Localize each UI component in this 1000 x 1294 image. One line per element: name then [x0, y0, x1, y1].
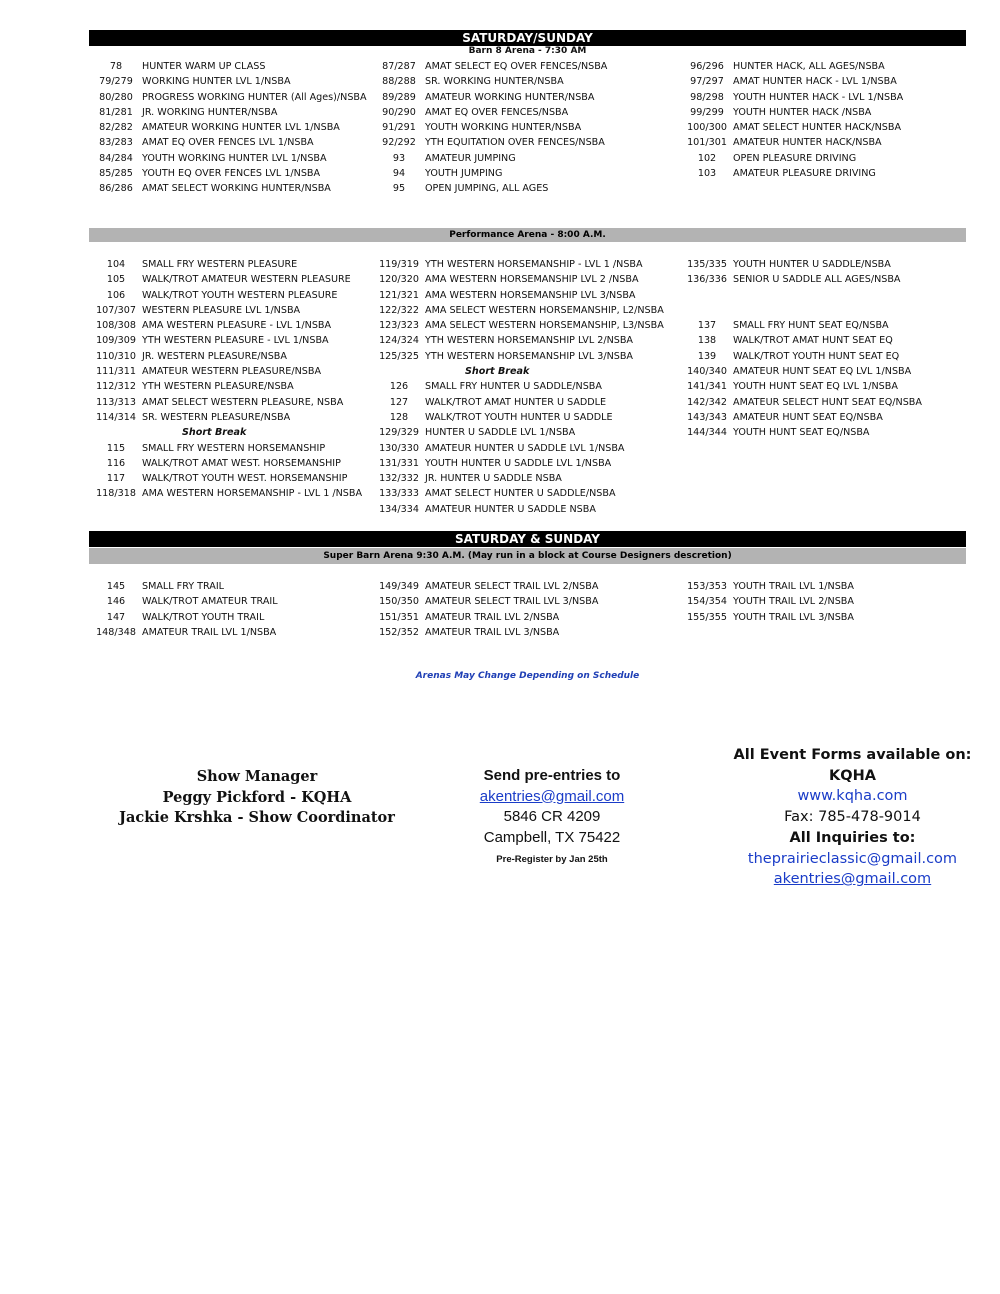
class-name: AMA SELECT WESTERN HORSEMANSHIP, L2/NSBA	[425, 304, 664, 316]
class-number: 82/282	[99, 122, 133, 134]
class-row	[373, 303, 664, 318]
class-name: AMATEUR HUNTER U SADDLE LVL 1/NSBA	[425, 442, 625, 454]
class-row	[90, 135, 367, 150]
class-number: 146	[106, 596, 126, 608]
class-number: 108/308	[96, 320, 136, 332]
class-number: 103	[697, 168, 717, 180]
class-name: AMATEUR TRAIL LVL 3/NSBA	[425, 626, 560, 638]
class-row	[681, 425, 922, 440]
class-row	[373, 502, 664, 517]
class-row	[373, 120, 607, 135]
class-name: YTH WESTERN PLEASURE/NSBA	[142, 381, 294, 393]
preregister-deadline: Pre-Register by Jan 25th	[496, 854, 608, 865]
section1-col1	[90, 59, 367, 197]
class-row	[373, 151, 607, 166]
class-name: YOUTH WORKING HUNTER/NSBA	[425, 122, 582, 134]
class-name: AMATEUR HUNTER U SADDLE NSBA	[425, 503, 596, 515]
class-name: YOUTH HUNT SEAT EQ LVL 1/NSBA	[733, 381, 898, 393]
class-name: AMA SELECT WESTERN HORSEMANSHIP, L3/NSBA	[425, 320, 664, 332]
class-name: HUNTER U SADDLE LVL 1/NSBA	[425, 427, 576, 439]
class-name: SMALL FRY WESTERN HORSEMANSHIP	[142, 442, 326, 454]
class-row	[681, 120, 903, 135]
class-name: WALK/TROT YOUTH WEST. HORSEMANSHIP	[142, 473, 348, 485]
class-row	[681, 349, 922, 364]
class-row	[373, 425, 664, 440]
section2-header: Performance Arena - 8:00 A.M.	[89, 228, 966, 242]
class-row	[90, 90, 367, 105]
inquiries-email-link[interactable]: theprairieclassic@gmail.com	[747, 850, 958, 867]
preentries-address-line2: Campbell, TX 75422	[483, 828, 621, 846]
class-number: 151/351	[379, 611, 419, 623]
class-name: PROGRESS WORKING HUNTER (All Ages)/NSBA	[142, 91, 367, 103]
section2-col2	[373, 257, 664, 517]
class-row	[681, 105, 903, 120]
class-number: 123/323	[379, 320, 419, 332]
class-name: AMAT SELECT HUNTER U SADDLE/NSBA	[425, 488, 616, 500]
class-number: 104	[106, 259, 126, 270]
class-row	[90, 181, 367, 196]
class-row	[681, 318, 922, 333]
preentries-email-link[interactable]: akentries@gmail.com	[479, 787, 625, 805]
class-row	[681, 610, 854, 625]
class-number: 92/292	[382, 137, 416, 149]
class-row	[90, 379, 362, 394]
class-row	[373, 579, 598, 594]
class-number: 115	[106, 442, 126, 454]
class-row	[681, 379, 922, 394]
class-number: 106	[106, 289, 126, 301]
class-number: 90/290	[382, 106, 416, 118]
class-name: YOUTH HUNTER HACK - LVL 1/NSBA	[733, 91, 904, 103]
event-forms-block	[720, 745, 985, 890]
class-row	[90, 625, 278, 640]
class-name: YTH WESTERN HORSEMANSHIP LVL 2/NSBA	[425, 335, 633, 347]
class-name: YOUTH TRAIL LVL 1/NSBA	[733, 581, 854, 592]
class-number: 114/314	[96, 411, 136, 423]
class-name: YTH WESTERN HORSEMANSHIP - LVL 1 /NSBA	[425, 259, 643, 270]
class-row	[373, 486, 664, 501]
class-name: AMAT SELECT EQ OVER FENCES/NSBA	[425, 61, 608, 72]
class-row	[373, 272, 664, 287]
class-name: YOUTH TRAIL LVL 3/NSBA	[733, 611, 854, 623]
class-number: 113/313	[96, 396, 136, 408]
class-number: 120/320	[379, 274, 419, 286]
short-break-label	[373, 364, 664, 379]
preentries-address-line1: 5846 CR 4209	[503, 808, 601, 825]
class-row	[90, 120, 367, 135]
class-number: 83/283	[99, 137, 133, 149]
class-name: SR. WESTERN PLEASURE/NSBA	[142, 411, 291, 423]
class-name: OPEN JUMPING, ALL AGES	[425, 183, 549, 195]
class-number: 154/354	[687, 596, 727, 608]
class-number: 98/298	[690, 91, 724, 103]
section2-col3	[681, 257, 922, 441]
class-name: JR. WORKING HUNTER/NSBA	[142, 106, 278, 118]
class-row	[373, 610, 598, 625]
class-number: 107/307	[96, 304, 136, 316]
class-number: 149/349	[379, 581, 419, 592]
class-name: HUNTER HACK, ALL AGES/NSBA	[733, 61, 885, 72]
class-number: 121/321	[379, 289, 419, 301]
class-name: AMATEUR HUNT SEAT EQ/NSBA	[733, 411, 883, 423]
class-number: 101/301	[687, 137, 727, 149]
class-name: WALK/TROT YOUTH HUNT SEAT EQ	[733, 350, 900, 362]
spacer-row	[681, 303, 922, 318]
forms-title: All Event Forms available on:	[733, 747, 972, 763]
class-name: AMATEUR SELECT TRAIL LVL 3/NSBA	[425, 596, 599, 608]
class-number: 136/336	[687, 274, 727, 286]
entries-email-link[interactable]: akentries@gmail.com	[773, 871, 932, 888]
section1-col3	[681, 59, 903, 181]
class-row	[373, 441, 664, 456]
show-manager-block	[107, 767, 407, 829]
class-name: AMAT EQ OVER FENCES LVL 1/NSBA	[142, 137, 314, 149]
class-number: 102	[697, 152, 717, 164]
class-row	[90, 105, 367, 120]
class-name: AMA WESTERN HORSEMANSHIP LVL 2 /NSBA	[425, 274, 639, 286]
class-number: 137	[697, 320, 717, 332]
class-name: JR. WESTERN PLEASURE/NSBA	[142, 350, 287, 362]
class-number: 112/312	[96, 381, 136, 393]
class-row	[373, 181, 607, 196]
class-number: 138	[697, 335, 717, 347]
class-name: SMALL FRY TRAIL	[142, 581, 225, 592]
class-name: AMAT SELECT HUNTER HACK/NSBA	[733, 122, 902, 134]
class-row	[681, 333, 922, 348]
class-row	[90, 288, 362, 303]
class-number: 86/286	[99, 183, 133, 195]
short-break-text: Short Break	[465, 366, 530, 378]
class-row	[373, 471, 664, 486]
class-name: YOUTH TRAIL LVL 2/NSBA	[733, 596, 854, 608]
section3-col1	[90, 579, 278, 640]
class-row	[681, 59, 903, 74]
class-row	[90, 486, 362, 501]
class-name: WALK/TROT YOUTH TRAIL	[142, 611, 265, 623]
class-number: 93	[392, 152, 406, 164]
class-number: 85/285	[99, 168, 133, 180]
class-number: 129/329	[379, 427, 419, 439]
class-row	[373, 135, 607, 150]
class-row	[373, 257, 664, 272]
class-name: YTH WESTERN HORSEMANSHIP LVL 3/NSBA	[425, 350, 633, 362]
class-number: 148/348	[96, 626, 136, 638]
class-number: 128	[389, 411, 409, 423]
class-number: 84/284	[99, 152, 133, 164]
class-row	[681, 272, 922, 287]
class-row	[90, 456, 362, 471]
class-number: 117	[106, 473, 126, 485]
section3-col3	[681, 579, 854, 625]
class-name: YOUTH JUMPING	[425, 168, 503, 180]
class-number: 116	[106, 457, 126, 469]
class-row	[373, 74, 607, 89]
class-row	[90, 59, 367, 74]
class-name: YTH EQUITATION OVER FENCES/NSBA	[425, 137, 605, 149]
class-row	[373, 105, 607, 120]
show-manager-name: Peggy Pickford - KQHA	[162, 788, 352, 806]
class-row	[681, 410, 922, 425]
class-name: SMALL FRY HUNT SEAT EQ/NSBA	[733, 320, 889, 332]
class-number: 100/300	[687, 122, 727, 134]
class-name: AMATEUR WORKING HUNTER LVL 1/NSBA	[142, 122, 340, 134]
class-row	[373, 625, 598, 640]
class-number: 140/340	[687, 366, 727, 378]
class-number: 155/355	[687, 611, 727, 623]
class-number: 141/341	[687, 381, 727, 393]
short-break-label	[90, 425, 362, 440]
class-row	[90, 349, 362, 364]
class-name: OPEN PLEASURE DRIVING	[733, 152, 857, 164]
class-row	[90, 303, 362, 318]
class-row	[681, 166, 903, 181]
class-row	[681, 364, 922, 379]
class-name: SMALL FRY HUNTER U SADDLE/NSBA	[425, 381, 602, 393]
class-number: 111/311	[96, 366, 136, 378]
class-number: 143/343	[687, 411, 727, 423]
class-name: YOUTH WORKING HUNTER LVL 1/NSBA	[142, 152, 327, 164]
class-name: WESTERN PLEASURE LVL 1/NSBA	[142, 304, 301, 316]
class-number: 127	[389, 396, 409, 408]
class-name: YOUTH HUNTER U SADDLE LVL 1/NSBA	[425, 457, 612, 469]
class-number: 95	[392, 183, 406, 195]
class-name: AMATEUR HUNTER HACK/NSBA	[733, 137, 882, 149]
section3-arena: Super Barn Arena 9:30 A.M. (May run in a block at Course Designers descretion)	[89, 548, 966, 564]
class-name: AMATEUR SELECT HUNT SEAT EQ/NSBA	[733, 396, 922, 408]
class-name: YOUTH EQ OVER FENCES LVL 1/NSBA	[142, 168, 321, 180]
class-row	[90, 471, 362, 486]
class-row	[90, 441, 362, 456]
class-row	[90, 594, 278, 609]
class-name: AMA WESTERN PLEASURE - LVL 1/NSBA	[142, 320, 332, 332]
class-row	[90, 410, 362, 425]
website-link[interactable]: www.kqha.com	[797, 788, 908, 805]
class-row	[90, 364, 362, 379]
class-number: 125/325	[379, 350, 419, 362]
class-row	[373, 349, 664, 364]
class-name: SR. WORKING HUNTER/NSBA	[425, 76, 564, 88]
class-number: 147	[106, 611, 126, 623]
class-row	[373, 456, 664, 471]
class-name: WALK/TROT YOUTH WESTERN PLEASURE	[142, 289, 338, 301]
forms-org: KQHA	[829, 767, 876, 784]
class-name: AMAT SELECT WORKING HUNTER/NSBA	[142, 183, 331, 195]
class-name: AMATEUR HUNT SEAT EQ LVL 1/NSBA	[733, 366, 912, 378]
class-name: SENIOR U SADDLE ALL AGES/NSBA	[733, 274, 901, 286]
class-row	[90, 610, 278, 625]
class-number: 131/331	[379, 457, 419, 469]
show-manager-title: Show Manager	[196, 768, 318, 785]
class-number: 91/291	[382, 122, 416, 134]
class-name: AMAT SELECT WESTERN PLEASURE, NSBA	[142, 396, 344, 408]
class-row	[90, 395, 362, 410]
class-name: AMATEUR JUMPING	[425, 152, 516, 164]
class-name: YOUTH HUNTER HACK /NSBA	[733, 106, 872, 118]
class-name: AMATEUR TRAIL LVL 2/NSBA	[425, 611, 560, 623]
class-row	[681, 135, 903, 150]
class-number: 132/332	[379, 473, 419, 485]
class-number: 110/310	[96, 350, 136, 362]
class-row	[373, 166, 607, 181]
section2-col1	[90, 257, 362, 502]
class-name: WALK/TROT AMAT HUNTER U SADDLE	[425, 396, 607, 408]
class-row	[681, 151, 903, 166]
class-number: 150/350	[379, 596, 419, 608]
class-row	[373, 59, 607, 74]
class-row	[90, 272, 362, 287]
class-name: HUNTER WARM UP CLASS	[142, 61, 266, 72]
class-number: 152/352	[379, 626, 419, 638]
class-row	[681, 579, 854, 594]
class-name: WALK/TROT AMATEUR TRAIL	[142, 596, 278, 608]
class-number: 81/281	[99, 106, 133, 118]
class-number: 99/299	[690, 106, 724, 118]
class-number: 118/318	[96, 488, 136, 500]
fax-number: Fax: 785-478-9014	[784, 809, 921, 826]
class-row	[373, 410, 664, 425]
class-number: 153/353	[687, 581, 727, 592]
class-row	[90, 74, 367, 89]
class-number: 109/309	[96, 335, 136, 347]
class-name: WALK/TROT YOUTH HUNTER U SADDLE	[425, 411, 613, 423]
section3-header: SATURDAY & SUNDAY	[89, 531, 966, 547]
class-number: 134/334	[379, 503, 419, 515]
show-coordinator-name: Jackie Krshka - Show Coordinator	[119, 809, 395, 826]
class-row	[90, 166, 367, 181]
class-name: WALK/TROT AMAT HUNT SEAT EQ	[733, 335, 893, 347]
class-number: 105	[106, 274, 126, 286]
class-row	[681, 90, 903, 105]
class-number: 78	[109, 61, 123, 72]
section3-col2	[373, 579, 598, 640]
class-name: JR. HUNTER U SADDLE NSBA	[425, 473, 562, 485]
class-number: 80/280	[99, 91, 133, 103]
schedule-note: Arenas May Change Depending on Schedule	[415, 671, 640, 681]
class-name: AMATEUR WORKING HUNTER/NSBA	[425, 91, 595, 103]
class-row	[90, 257, 362, 272]
short-break-text: Short Break	[182, 427, 247, 439]
class-number: 133/333	[379, 488, 419, 500]
class-number: 142/342	[687, 396, 727, 408]
class-number: 119/319	[379, 259, 419, 270]
class-row	[373, 288, 664, 303]
class-name: WALK/TROT AMAT WEST. HORSEMANSHIP	[142, 457, 341, 469]
section1-arena: Barn 8 Arena - 7:30 AM	[468, 46, 587, 56]
class-row	[90, 151, 367, 166]
class-name: AMAT HUNTER HACK - LVL 1/NSBA	[733, 76, 897, 88]
class-number: 122/322	[379, 304, 419, 316]
class-number: 97/297	[690, 76, 724, 88]
spacer-row	[681, 288, 922, 303]
class-row	[373, 379, 664, 394]
section1-col2	[373, 59, 607, 197]
class-name: YTH WESTERN PLEASURE - LVL 1/NSBA	[142, 335, 329, 347]
class-name: YOUTH HUNTER U SADDLE/NSBA	[733, 259, 891, 270]
class-number: 135/335	[687, 259, 727, 270]
class-row	[373, 395, 664, 410]
class-name: AMATEUR TRAIL LVL 1/NSBA	[142, 626, 277, 638]
class-number: 89/289	[382, 91, 416, 103]
class-number: 87/287	[382, 61, 416, 72]
section1-header: SATURDAY/SUNDAY	[89, 30, 966, 46]
class-name: AMA WESTERN HORSEMANSHIP - LVL 1 /NSBA	[142, 488, 363, 500]
class-row	[373, 318, 664, 333]
class-row	[373, 594, 598, 609]
class-row	[90, 579, 278, 594]
class-number: 130/330	[379, 442, 419, 454]
class-name: AMATEUR SELECT TRAIL LVL 2/NSBA	[425, 581, 599, 592]
class-number: 145	[106, 581, 126, 592]
class-name: AMATEUR PLEASURE DRIVING	[733, 168, 876, 180]
class-name: SMALL FRY WESTERN PLEASURE	[142, 259, 298, 270]
class-row	[90, 333, 362, 348]
preentries-block	[432, 766, 672, 872]
class-number: 79/279	[99, 76, 133, 88]
class-row	[681, 74, 903, 89]
class-name: WALK/TROT AMATEUR WESTERN PLEASURE	[142, 274, 351, 286]
class-row	[681, 395, 922, 410]
class-row	[681, 257, 922, 272]
class-number: 96/296	[690, 61, 724, 72]
inquiries-title: All Inquiries to:	[789, 829, 916, 846]
class-number: 139	[697, 350, 717, 362]
class-number: 124/324	[379, 335, 419, 347]
class-number: 94	[392, 168, 406, 180]
class-row	[373, 333, 664, 348]
class-row	[681, 594, 854, 609]
class-name: AMA WESTERN HORSEMANSHIP LVL 3/NSBA	[425, 289, 636, 301]
class-number: 88/288	[382, 76, 416, 88]
class-name: AMATEUR WESTERN PLEASURE/NSBA	[142, 366, 322, 378]
class-row	[373, 90, 607, 105]
class-name: AMAT EQ OVER FENCES/NSBA	[425, 106, 569, 118]
class-number: 126	[389, 381, 409, 393]
class-name: YOUTH HUNT SEAT EQ/NSBA	[733, 427, 870, 439]
class-number: 144/344	[687, 427, 727, 439]
preentries-title: Send pre-entries to	[483, 767, 621, 784]
class-name: WORKING HUNTER LVL 1/NSBA	[142, 76, 291, 88]
class-row	[90, 318, 362, 333]
